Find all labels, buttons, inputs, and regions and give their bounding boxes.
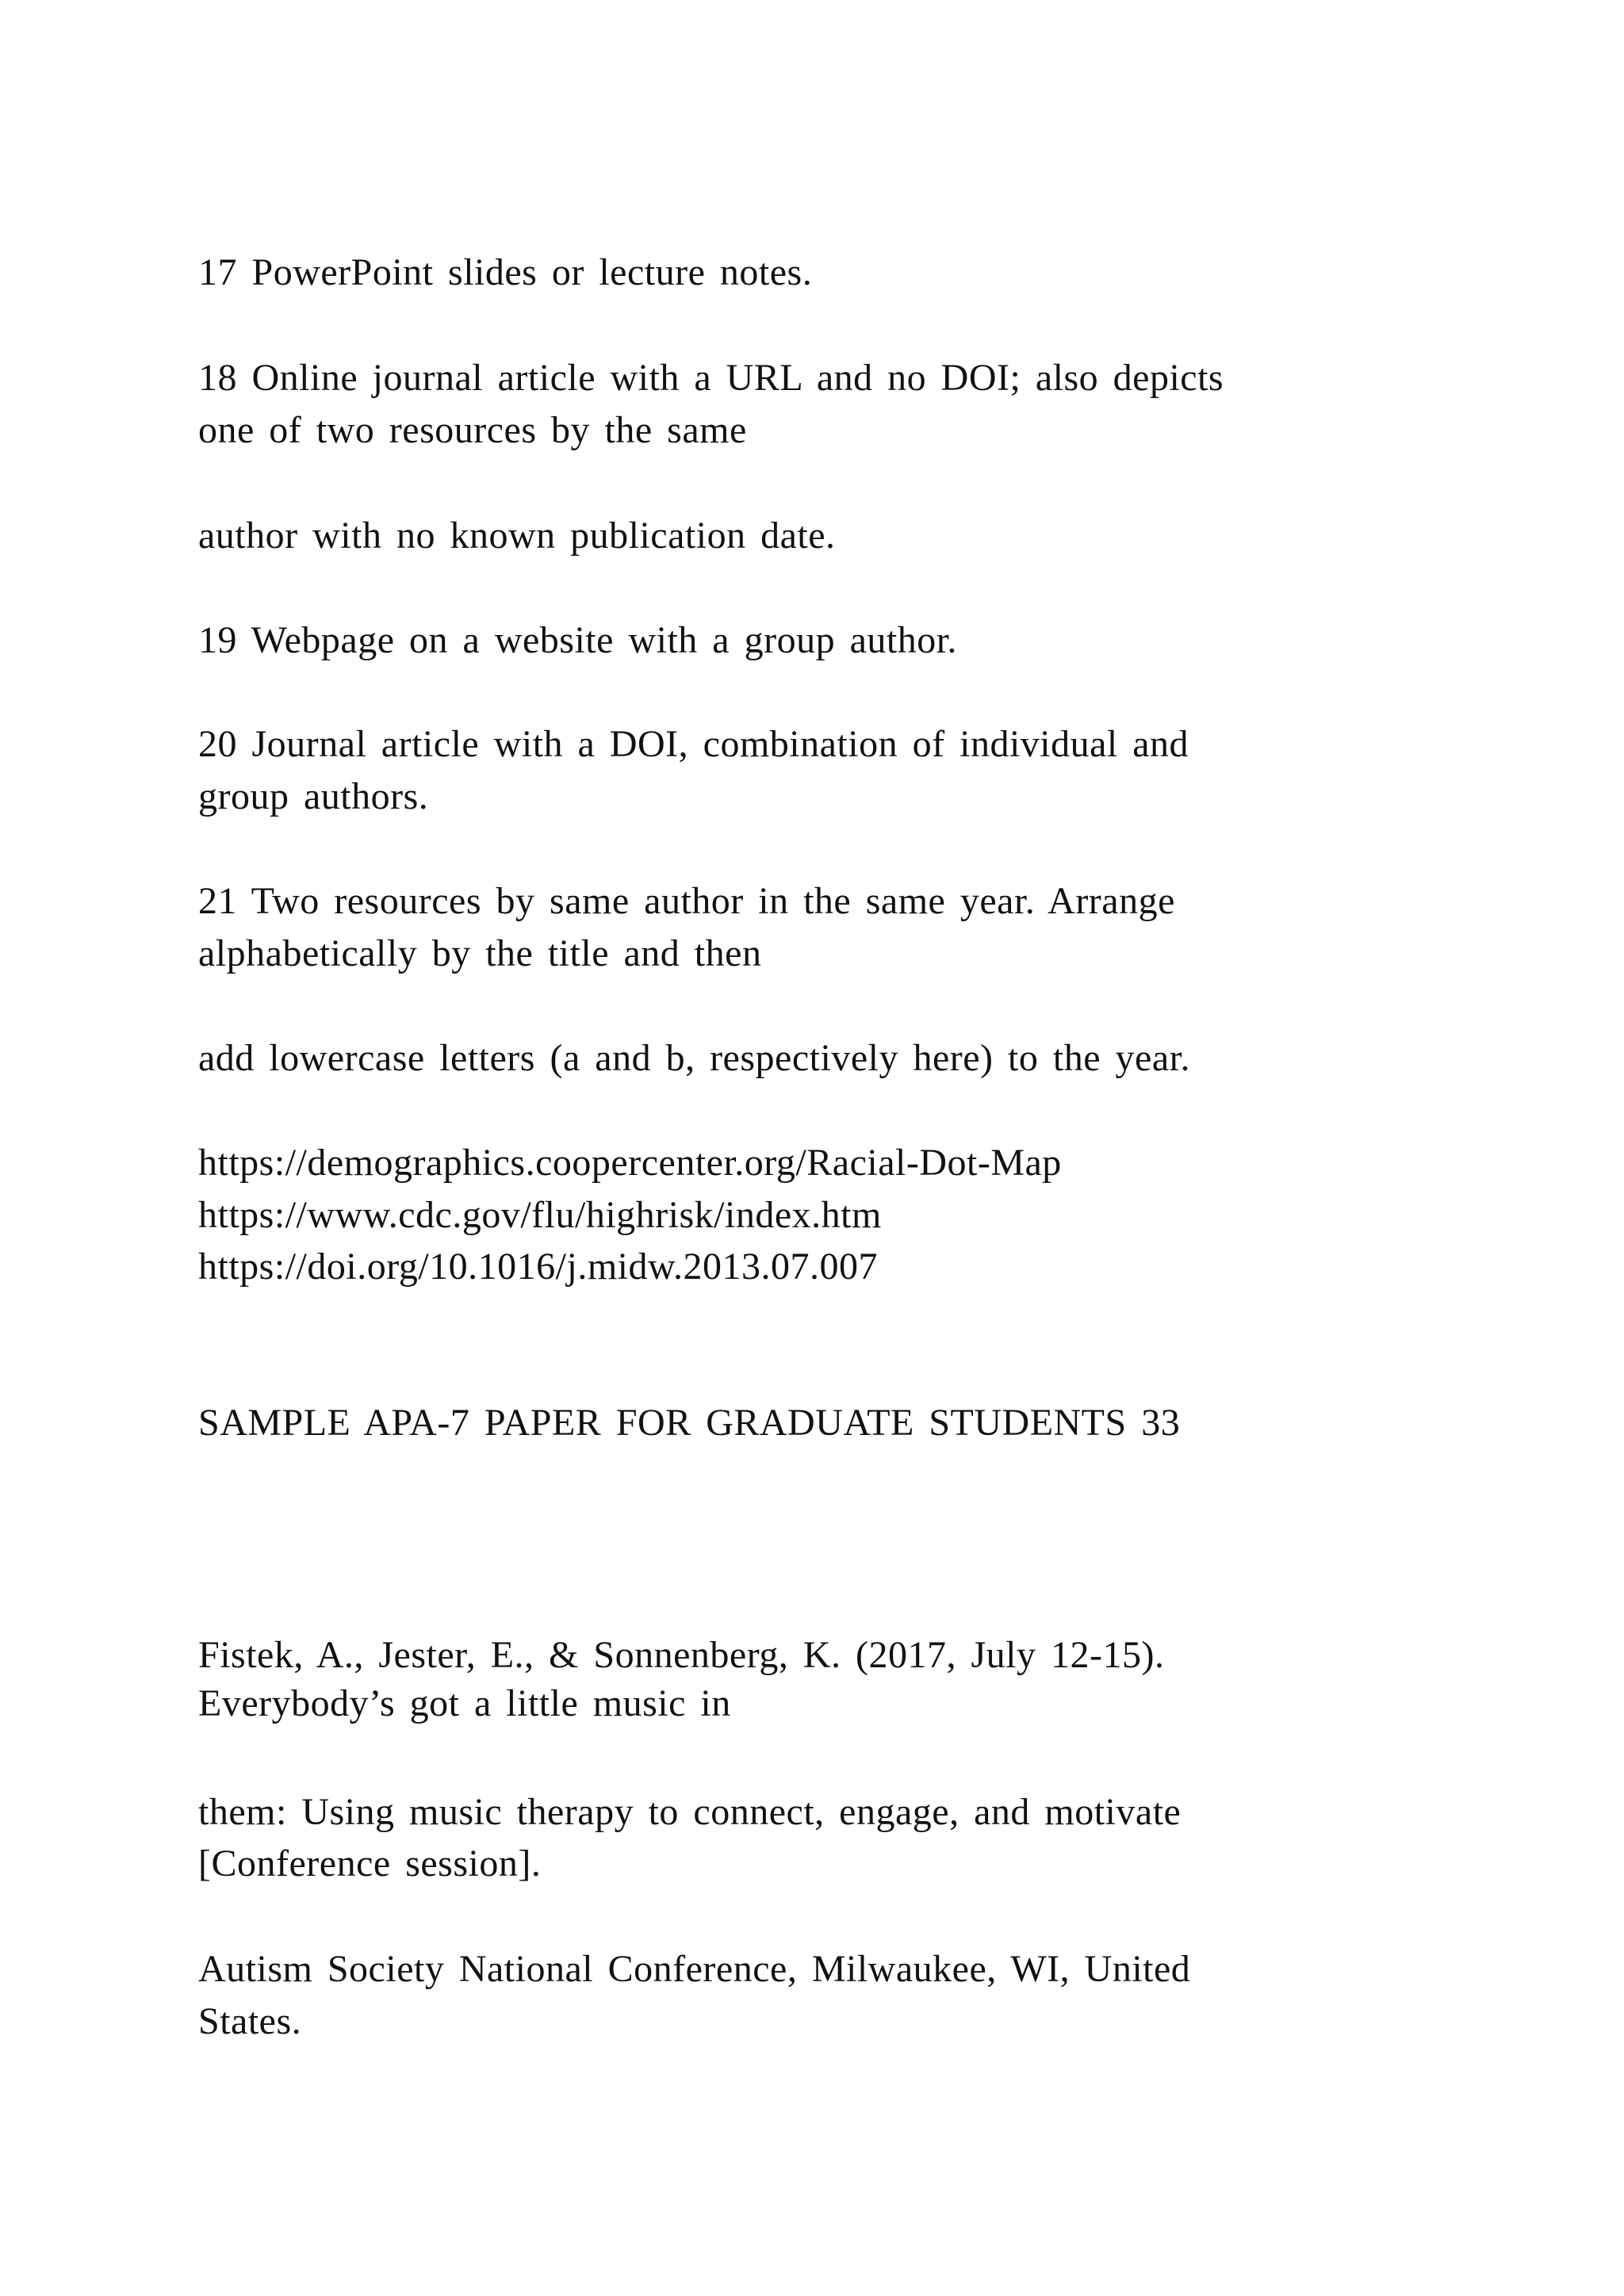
- footnote-20-line-1: 20 Journal article with a DOI, combination of individual and: [198, 723, 1189, 765]
- reference-line-1: Fistek, A., Jester, E., & Sonnenberg, K. (2017, July 12-15).: [198, 1634, 1165, 1676]
- url-doi-midwifery[interactable]: https://doi.org/10.1016/j.midw.2013.07.007: [198, 1246, 879, 1288]
- footnote-18-line-3: author with no known publication date.: [198, 515, 836, 557]
- footnote-18-line-2: one of two resources by the same: [198, 409, 747, 451]
- reference-line-3: them: Using music therapy to connect, engage, and motivate: [198, 1791, 1182, 1833]
- footnote-17: 17 PowerPoint slides or lecture notes.: [198, 251, 813, 293]
- footnote-20-line-2: group authors.: [198, 775, 429, 817]
- reference-line-2: Everybody’s got a little music in: [198, 1682, 731, 1724]
- reference-line-6: States.: [198, 2000, 302, 2042]
- footnote-21-line-3: add lowercase letters (a and b, respectively here) to the year.: [198, 1037, 1190, 1079]
- running-head: SAMPLE APA-7 PAPER FOR GRADUATE STUDENTS 33: [198, 1402, 1181, 1444]
- footnote-18-line-1: 18 Online journal article with a URL and no DOI; also depicts: [198, 357, 1224, 399]
- footnote-21-line-2: alphabetically by the title and then: [198, 932, 762, 974]
- reference-line-4: [Conference session].: [198, 1843, 542, 1885]
- reference-line-5: Autism Society National Conference, Milwaukee, WI, United: [198, 1948, 1191, 1990]
- footnote-19: 19 Webpage on a website with a group author.: [198, 619, 958, 661]
- url-cdc-highrisk[interactable]: https://www.cdc.gov/flu/highrisk/index.htm: [198, 1194, 882, 1236]
- url-racial-dot-map[interactable]: https://demographics.coopercenter.org/Racial-Dot-Map: [198, 1142, 1062, 1184]
- footnote-21-line-1: 21 Two resources by same author in the same year. Arrange: [198, 880, 1175, 922]
